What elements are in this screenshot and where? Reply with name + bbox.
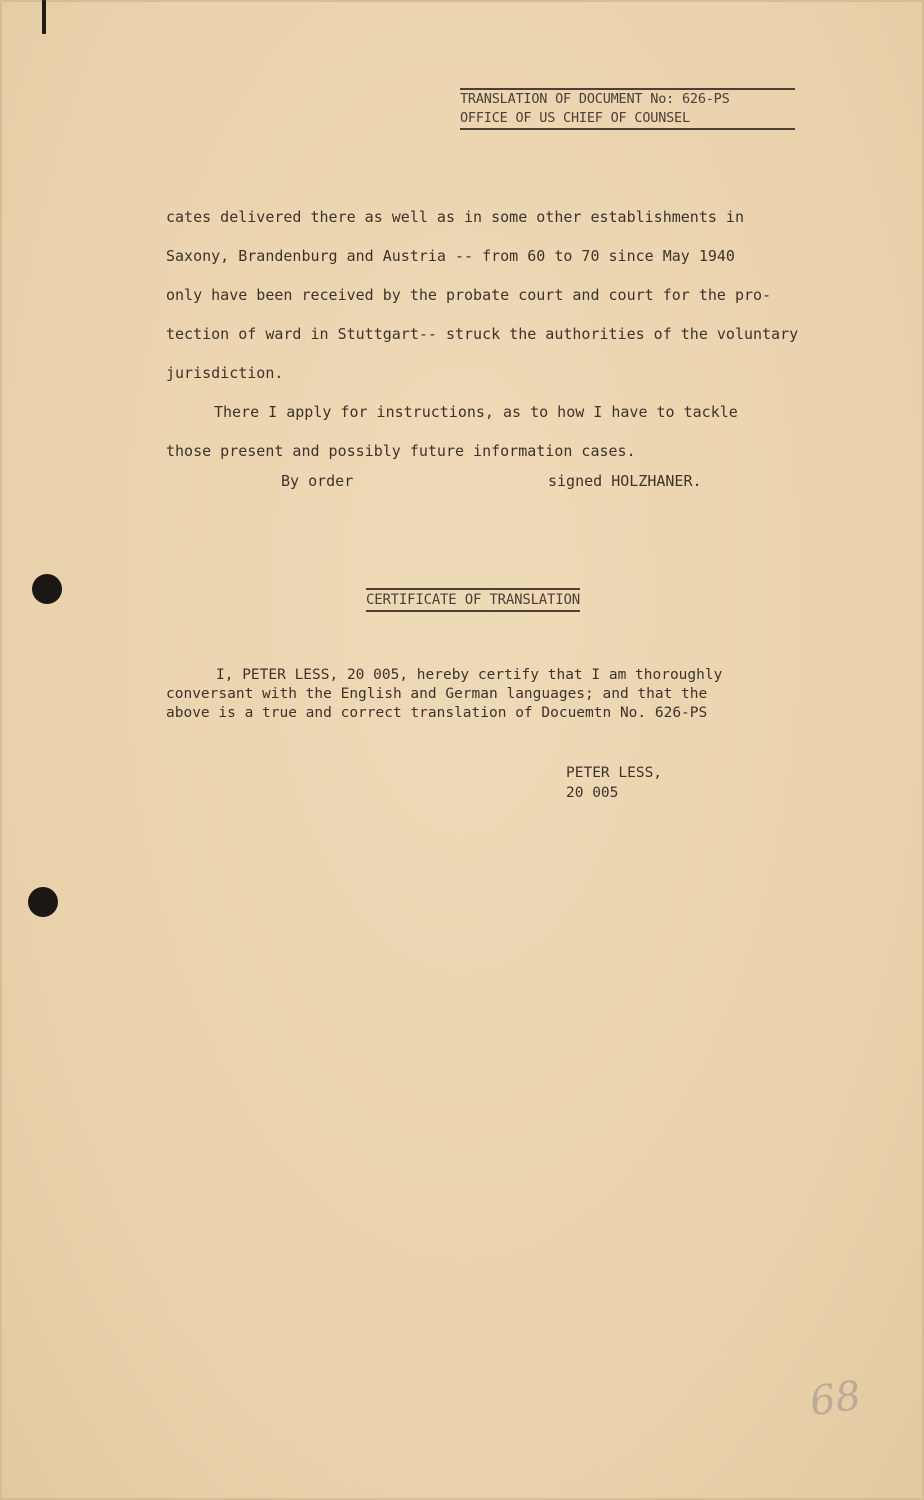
header-document-number: TRANSLATION OF DOCUMENT No: 626-PS bbox=[460, 88, 795, 109]
document-header bbox=[460, 88, 795, 130]
body-line: jurisdiction. bbox=[166, 364, 284, 382]
body-line: tection of ward in Stuttgart-- struck the authorities of the voluntary bbox=[166, 325, 799, 343]
body-line: cates delivered there as well as in some other establishments in bbox=[166, 208, 744, 226]
certificate-line: conversant with the English and German languages; and that the bbox=[166, 686, 708, 702]
header-office: OFFICE OF US CHIEF OF COUNSEL bbox=[460, 109, 795, 130]
ink-mark bbox=[42, 0, 46, 34]
certificate-line: I, PETER LESS, 20 005, hereby certify that I am thoroughly bbox=[216, 667, 723, 683]
certificate-body bbox=[166, 666, 776, 723]
signed-text: signed HOLZHANER. bbox=[548, 472, 702, 490]
punch-hole bbox=[32, 574, 62, 604]
translation-body bbox=[166, 198, 846, 471]
body-line: Saxony, Brandenburg and Austria -- from 60 to 70 since May 1940 bbox=[166, 247, 735, 265]
by-order-text: By order bbox=[281, 472, 354, 490]
punch-hole bbox=[28, 887, 58, 917]
translator-number: 20 005 bbox=[566, 785, 619, 801]
translator-signature bbox=[566, 763, 662, 803]
certificate-line: above is a true and correct translation of Docuemtn No. 626-PS bbox=[166, 705, 708, 721]
body-line: only have been received by the probate court and court for the pro- bbox=[166, 286, 772, 304]
certificate-title: CERTIFICATE OF TRANSLATION bbox=[366, 588, 580, 612]
translator-name: PETER LESS, bbox=[566, 765, 663, 781]
body-line: those present and possibly future information cases. bbox=[166, 442, 636, 460]
handwritten-page-number: 68 bbox=[807, 1372, 864, 1426]
body-line: There I apply for instructions, as to how I have to tackle bbox=[214, 403, 738, 421]
